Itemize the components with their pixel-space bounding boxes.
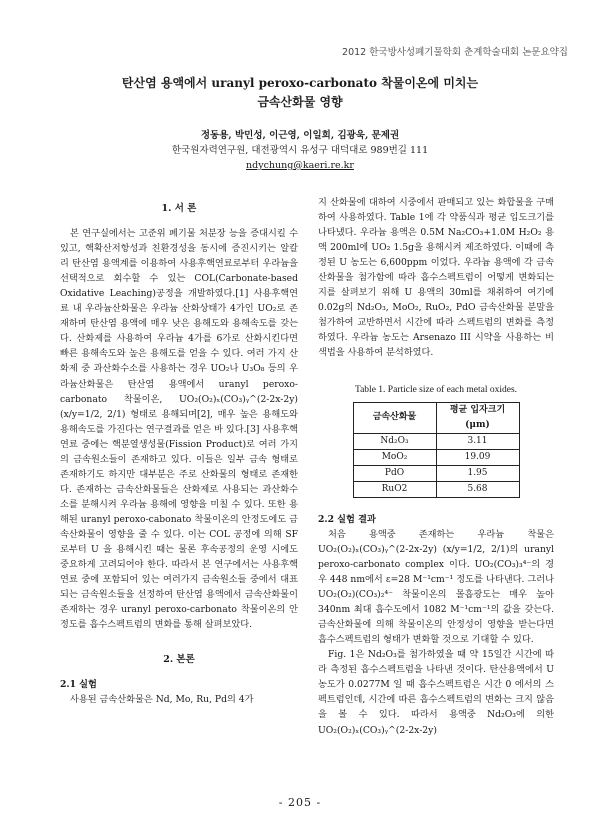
results-paragraph-2: Fig. 1은 Nd₂O₃를 첨가하였을 때 약 15일간 시간에 따라 측정된 흡수스펙트럼을 나타낸 것이다. 탄산용액에서 U 농도가 0.0277M 일 때 흡수스펙트럼은 시간 0 에서의 스펙트럼인데, 시간에 따른 흡수스펙트럼의 변화는 크지 않음을 볼 수 있다. 따라서 용액중 Nd₂O₃에 의한 UO₂(O₂)ₓ(CO₃)ᵧ^(2-2x-2y)	[318, 649, 554, 736]
title-line-1: 탄산염 용액에서 uranyl peroxo-carbonato 착물이온에 미치는	[121, 76, 479, 90]
experiment-heading: 2.1 실험	[60, 679, 97, 691]
author-email: ndychung@kaeri.re.kr	[246, 160, 354, 171]
intro-paragraph: 본 연구실에서는 고준위 폐기물 처분장 능을 증대시킬 수 있고, 핵확산저항성과 친환경성을 동시에 증진시키는 알칼리 탄산염 용액계를 이용하여 사용후핵연료로부터 우라늄을 선택적으로 회수할 수 있는 COL(Carbonate-based Oxidative Leaching)공정을 개발하였다.[1] 사용후핵연료 내 우라늄산화물은 우라늄 산화상태가 4가인 UO₂로 존재하며 탄산염 용액에 매우 낮은 용해도와 용해속도를 갖는다. 산화제를 사용하여 우라늄 4가를 6가로 산화시킨다면 빠른 용해속도와 높은 용해도를 얻을 수 있다. 여러 가지 산화제 중 과산화수소를 사용하는 경우 UO₂나 U₃O₈ 등의 우라늄산화물은 탄산염 용액에서 uranyl peroxo-carbonato 착물이온, UO₂(O₂)ₓ(CO₃)ᵧ^(2-2x-2y) (x/y=1/2, 2/1) 형태로 용해되며[2], 매우 높은 용해도와 용해속도를 가진다는 연구결과를 얻은 바 있다.[3] 사용후핵연료 중에는 핵분열생성물(Fission Product)로 여러 가지의 금속원소들이 존재하고 있다. 이들은 일부 금속 형태로 존재하기도 하지만 대부분은 주로 산화물의 형태로 존재한다. 존재하는 금속산화물들은 산화제로 사용되는 과산화수소를 분해시켜 우라늄 용해에 영향을 미칠 수 있다. 또한 용해된 uranyl peroxo-cabonato 착물이온의 안정도에도 금속산화물이 영향을 줄 수 있다. 이는 COL 공정에 의해 SF로부터 U 을 용해시킨 때는 물론 후속공정의 운영 시에도 중요하게 고려되어야 한다. 따라서 본 연구에서는 사용후핵연료 중에 포함되어 있는 여러가지 금속원소들 중에서 대표되는 금속원소들을 선정하여 탄산염 용액에서 금속산화물이 존재하는 경우 uranyl peroxo-carbonato 착물이온의 안정도를 흡수스펙트럼의 변화를 통해 살펴보았다.	[60, 228, 298, 631]
results-paragraph-1: 처음 용액중 존재하는 우라늄 착물은 UO₂(O₂)ₓ(CO₃)ᵧ^(2-2x-2y) (x/y=1/2, 2/1)의 uranyl peroxo-carbonato complex 이다. UO₂(CO₃)₃⁴⁻의 경우 448 nm에서 ε=28 M⁻¹cm⁻¹ 정도를 나타낸다. 그러나 UO₂(O₂)(CO₃)₂⁴⁻ 착물이온의 몰흡광도는 매우 높아 340nm 최대 흡수도에서 1082 M⁻¹cm⁻¹의 값을 갖는다. 금속산화물에 의해 착물이온의 안정성이 영향을 받는다면 흡수스펙트럼의 형태가 변화할 것으로 기대할 수 있다.	[318, 528, 554, 646]
intro-heading: 1. 서 론	[161, 203, 197, 214]
experiment-paragraph-start: 사용된 금속산화물은 Nd, Mo, Ru, Pd의 4가	[70, 694, 254, 706]
table-header-cell: 금속산화물	[353, 402, 436, 433]
table-cell: 1.95	[436, 465, 519, 481]
experiment-paragraph-cont: 지 산화물에 대하여 시중에서 판매되고 있는 화합물을 구매하여 사용하였다. Table 1에 각 약품식과 평균 입도크기를 나타냈다. 우라늄 용액은 0.5M Na₂CO₃+1.0M H₂O₂ 용액 200ml에 UO₂ 1.5g을 용해시켜 제조하였다. 이때에 측정된 U 농도는 6,600ppm 이었다. 우라늄 용액에 각 금속산화물을 첨가함에 따라 흡수스펙트럼이 어떻게 변화되는 지를 살펴보기 위해 U 용액의 30ml를 채취하여 여기에 0.02g의 Nd₂O₃, MoO₂, RuO₂, PdO 금속산화물 분말을 첨가하여 교반하면서 시간에 따라 스펙트럼의 변화를 측정하였다. 우라늄 농도는 Arsenazo III 시약을 사용하는 비색법을 사용하여 분석하였다.	[318, 197, 554, 359]
table-cell: MoO₂	[353, 449, 436, 465]
body-heading: 2. 본론	[163, 654, 195, 666]
page-number: - 205 -	[278, 796, 322, 809]
affiliation: 한국원자력연구원, 대전광역시 유성구 대덕대로 989번길 111	[171, 145, 429, 156]
left-column	[60, 195, 298, 707]
table-header-cell: 평균 입자크기 (μm)	[436, 402, 519, 433]
author-names: 정동용, 박민성, 이근영, 이일희, 김광욱, 문제권	[200, 130, 400, 141]
table-cell: Nd₂O₃	[353, 433, 436, 449]
paper-title	[0, 74, 600, 112]
table-header-row	[353, 402, 519, 433]
table-wrapper	[318, 402, 554, 498]
right-column	[318, 195, 554, 738]
table-cell: RuO2	[353, 481, 436, 497]
author-block	[0, 128, 600, 173]
particle-size-table	[353, 402, 520, 498]
results-heading: 2.2 실험 결과	[318, 513, 376, 525]
table-cell: 3.11	[436, 433, 519, 449]
conference-header: 2012 한국방사성폐기물학회 춘계학술대회 논문요약집	[342, 47, 568, 58]
table-row	[353, 449, 519, 465]
table-row	[353, 481, 519, 497]
table-cell: PdO	[353, 465, 436, 481]
table-caption: Table 1. Particle size of each metal oxides.	[354, 384, 518, 395]
table-row	[353, 433, 519, 449]
table-row	[353, 465, 519, 481]
table-cell: 19.09	[436, 449, 519, 465]
title-line-2: 금속산화물 영향	[257, 95, 343, 109]
table-cell: 5.68	[436, 481, 519, 497]
